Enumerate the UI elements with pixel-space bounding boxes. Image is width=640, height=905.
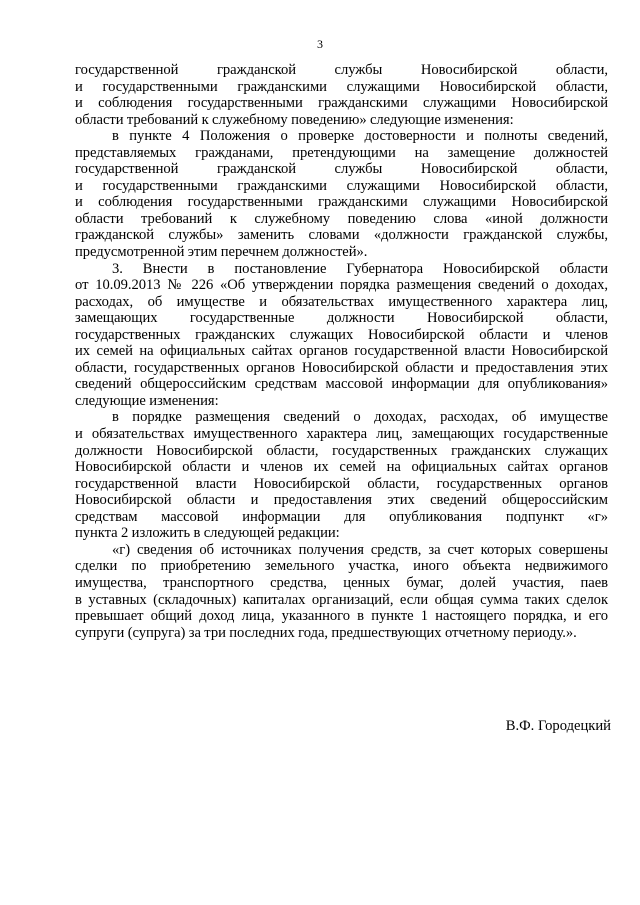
text-line: гражданской службы» заменить словами «должности гражданской службы, [75, 227, 608, 244]
text-line: государственной власти Новосибирской области, государственных органов [75, 475, 608, 492]
text-line: Новосибирской области и предоставления этих сведений общероссийским [75, 492, 608, 509]
text-line: представляемых гражданами, претендующими на замещение должностей [75, 144, 608, 161]
text-line: в порядке размещения сведений о доходах, расходах, об имуществе [112, 409, 608, 426]
text-line: средствам массовой информации для опубликования подпункт «г» [75, 508, 608, 525]
text-line: пункта 2 изложить в следующей редакции: [75, 525, 340, 542]
document-body [75, 62, 608, 641]
text-line: следующие изменения: [75, 392, 219, 409]
text-line: в уставных (складочных) капиталах организаций, если общая сумма таких сделок [75, 591, 608, 608]
text-line: превышает общий доход лица, указанного в пункте 1 настоящего порядка, и его [75, 608, 608, 625]
page-number: 3 [317, 37, 323, 51]
text-line: от 10.09.2013 № 226 «Об утверждении порядка размещения сведений о доходах, [75, 277, 608, 294]
text-line: предусмотренной этим перечнем должностей». [75, 244, 368, 261]
text-line: замещающих государственные должности Новосибирской области, [75, 310, 608, 327]
text-line: супруги (супруга) за три последних года, предшествующих отчетному периоду.». [75, 624, 577, 641]
text-line: области требований к служебному поведению» следующие изменения: [75, 111, 514, 128]
text-line: и соблюдения государственными гражданскими служащими Новосибирской [75, 95, 608, 112]
text-line: «г) сведения об источниках получения средств, за счет которых совершены [112, 541, 608, 558]
text-line: сделки по приобретению земельного участка, иного объекта недвижимого [75, 558, 608, 575]
text-line: государственной гражданской службы Новосибирской области, [75, 62, 608, 78]
signature: В.Ф. Городецкий [505, 718, 611, 734]
text-line: Новосибирской области и членов их семей на официальных сайтах органов [75, 459, 608, 476]
text-line: и соблюдения государственными гражданскими служащими Новосибирской [75, 194, 608, 211]
text-line: сведений общероссийским средствам массовой информации для опубликования» [75, 376, 608, 393]
text-line: расходах, об имуществе и обязательствах имущественного характера лиц, [75, 293, 608, 310]
text-line: и государственными гражданскими служащими Новосибирской области, [75, 177, 608, 194]
text-line: государственных гражданских служащих Новосибирской области и членов [75, 326, 608, 343]
text-line: их семей на официальных сайтах органов государственной власти Новосибирской [75, 343, 608, 360]
text-line: области требований к служебному поведению слова «иной должности [75, 210, 608, 227]
text-line: государственной гражданской службы Новосибирской области, [75, 161, 608, 178]
text-line: и обязательствах имущественного характера лиц, замещающих государственные [75, 426, 608, 443]
text-line: в пункте 4 Положения о проверке достоверности и полноты сведений, [112, 128, 608, 145]
text-line: должности Новосибирской области, государственных гражданских служащих [75, 442, 608, 459]
text-line: имущества, транспортного средства, ценных бумаг, долей участия, паев [75, 574, 608, 591]
text-line: области, государственных органов Новосибирской области и предоставления этих [75, 359, 608, 376]
text-line: 3. Внести в постановление Губернатора Новосибирской области [112, 260, 608, 277]
text-line: и государственными гражданскими служащими Новосибирской области, [75, 78, 608, 95]
